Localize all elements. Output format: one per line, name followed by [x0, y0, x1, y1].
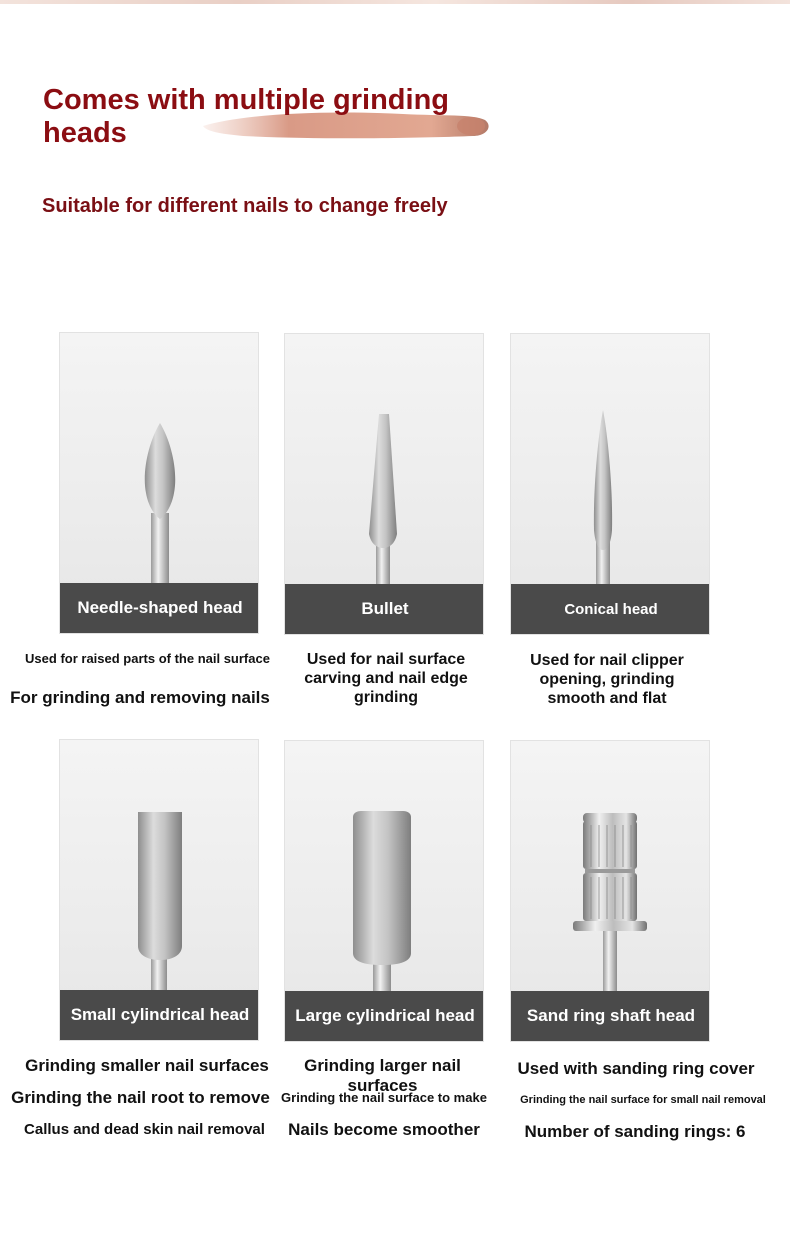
large-cylinder-bit-image — [285, 741, 484, 993]
page-title: Comes with multiple grinding heads — [43, 84, 449, 149]
bullet-bit-image — [285, 334, 484, 586]
large-cyl-desc-line-2: Grinding the nail surface to make — [281, 1090, 487, 1105]
conical-desc: Used for nail clipper opening, grinding smooth and flat — [530, 652, 684, 707]
conical-bit-image — [511, 334, 710, 586]
card-large-cylindrical-head — [284, 740, 484, 1042]
sand-ring-desc-line-1: Used with sanding ring cover — [517, 1059, 755, 1078]
small-cyl-desc-line-1: Grinding smaller nail surfaces — [25, 1056, 269, 1075]
needle-desc-line-1: Used for raised parts of the nail surface — [25, 651, 270, 666]
large-cyl-desc-line-1: Grinding larger nail surfaces — [304, 1056, 461, 1095]
sand-ring-desc-line-3: Number of sanding rings: 6 — [524, 1122, 746, 1141]
headline-area — [43, 84, 503, 164]
label-small-cylindrical-head: Small cylindrical head — [60, 990, 259, 1040]
card-sand-ring-shaft-head — [510, 740, 710, 1042]
small-cyl-desc-line-3: Callus and dead skin nail removal — [24, 1121, 265, 1138]
page-subtitle: Suitable for different nails to change freely — [42, 195, 448, 217]
card-conical-head — [510, 333, 710, 635]
needle-bit-image — [60, 333, 259, 585]
sand-ring-shaft-image — [511, 741, 710, 993]
card-small-cylindrical-head — [59, 739, 259, 1041]
top-decorative-strip — [0, 0, 790, 4]
sand-ring-desc-line-2: Grinding the nail surface for small nail removal — [520, 1094, 766, 1106]
card-bullet-head — [284, 333, 484, 635]
bullet-desc: Used for nail surface carving and nail edge grinding — [304, 651, 468, 706]
label-sand-ring-shaft-head: Sand ring shaft head — [511, 991, 710, 1041]
needle-desc-line-2: For grinding and removing nails — [10, 688, 270, 707]
label-large-cylindrical-head: Large cylindrical head — [285, 991, 484, 1041]
large-cyl-desc-line-3: Nails become smoother — [288, 1120, 480, 1139]
card-needle-shaped-head — [59, 332, 259, 634]
label-bullet-head: Bullet — [285, 584, 484, 634]
label-conical-head: Conical head — [511, 584, 710, 634]
small-cyl-desc-line-2: Grinding the nail root to remove — [11, 1088, 270, 1107]
small-cylinder-bit-image — [60, 740, 259, 992]
label-needle-shaped-head: Needle-shaped head — [60, 583, 259, 633]
